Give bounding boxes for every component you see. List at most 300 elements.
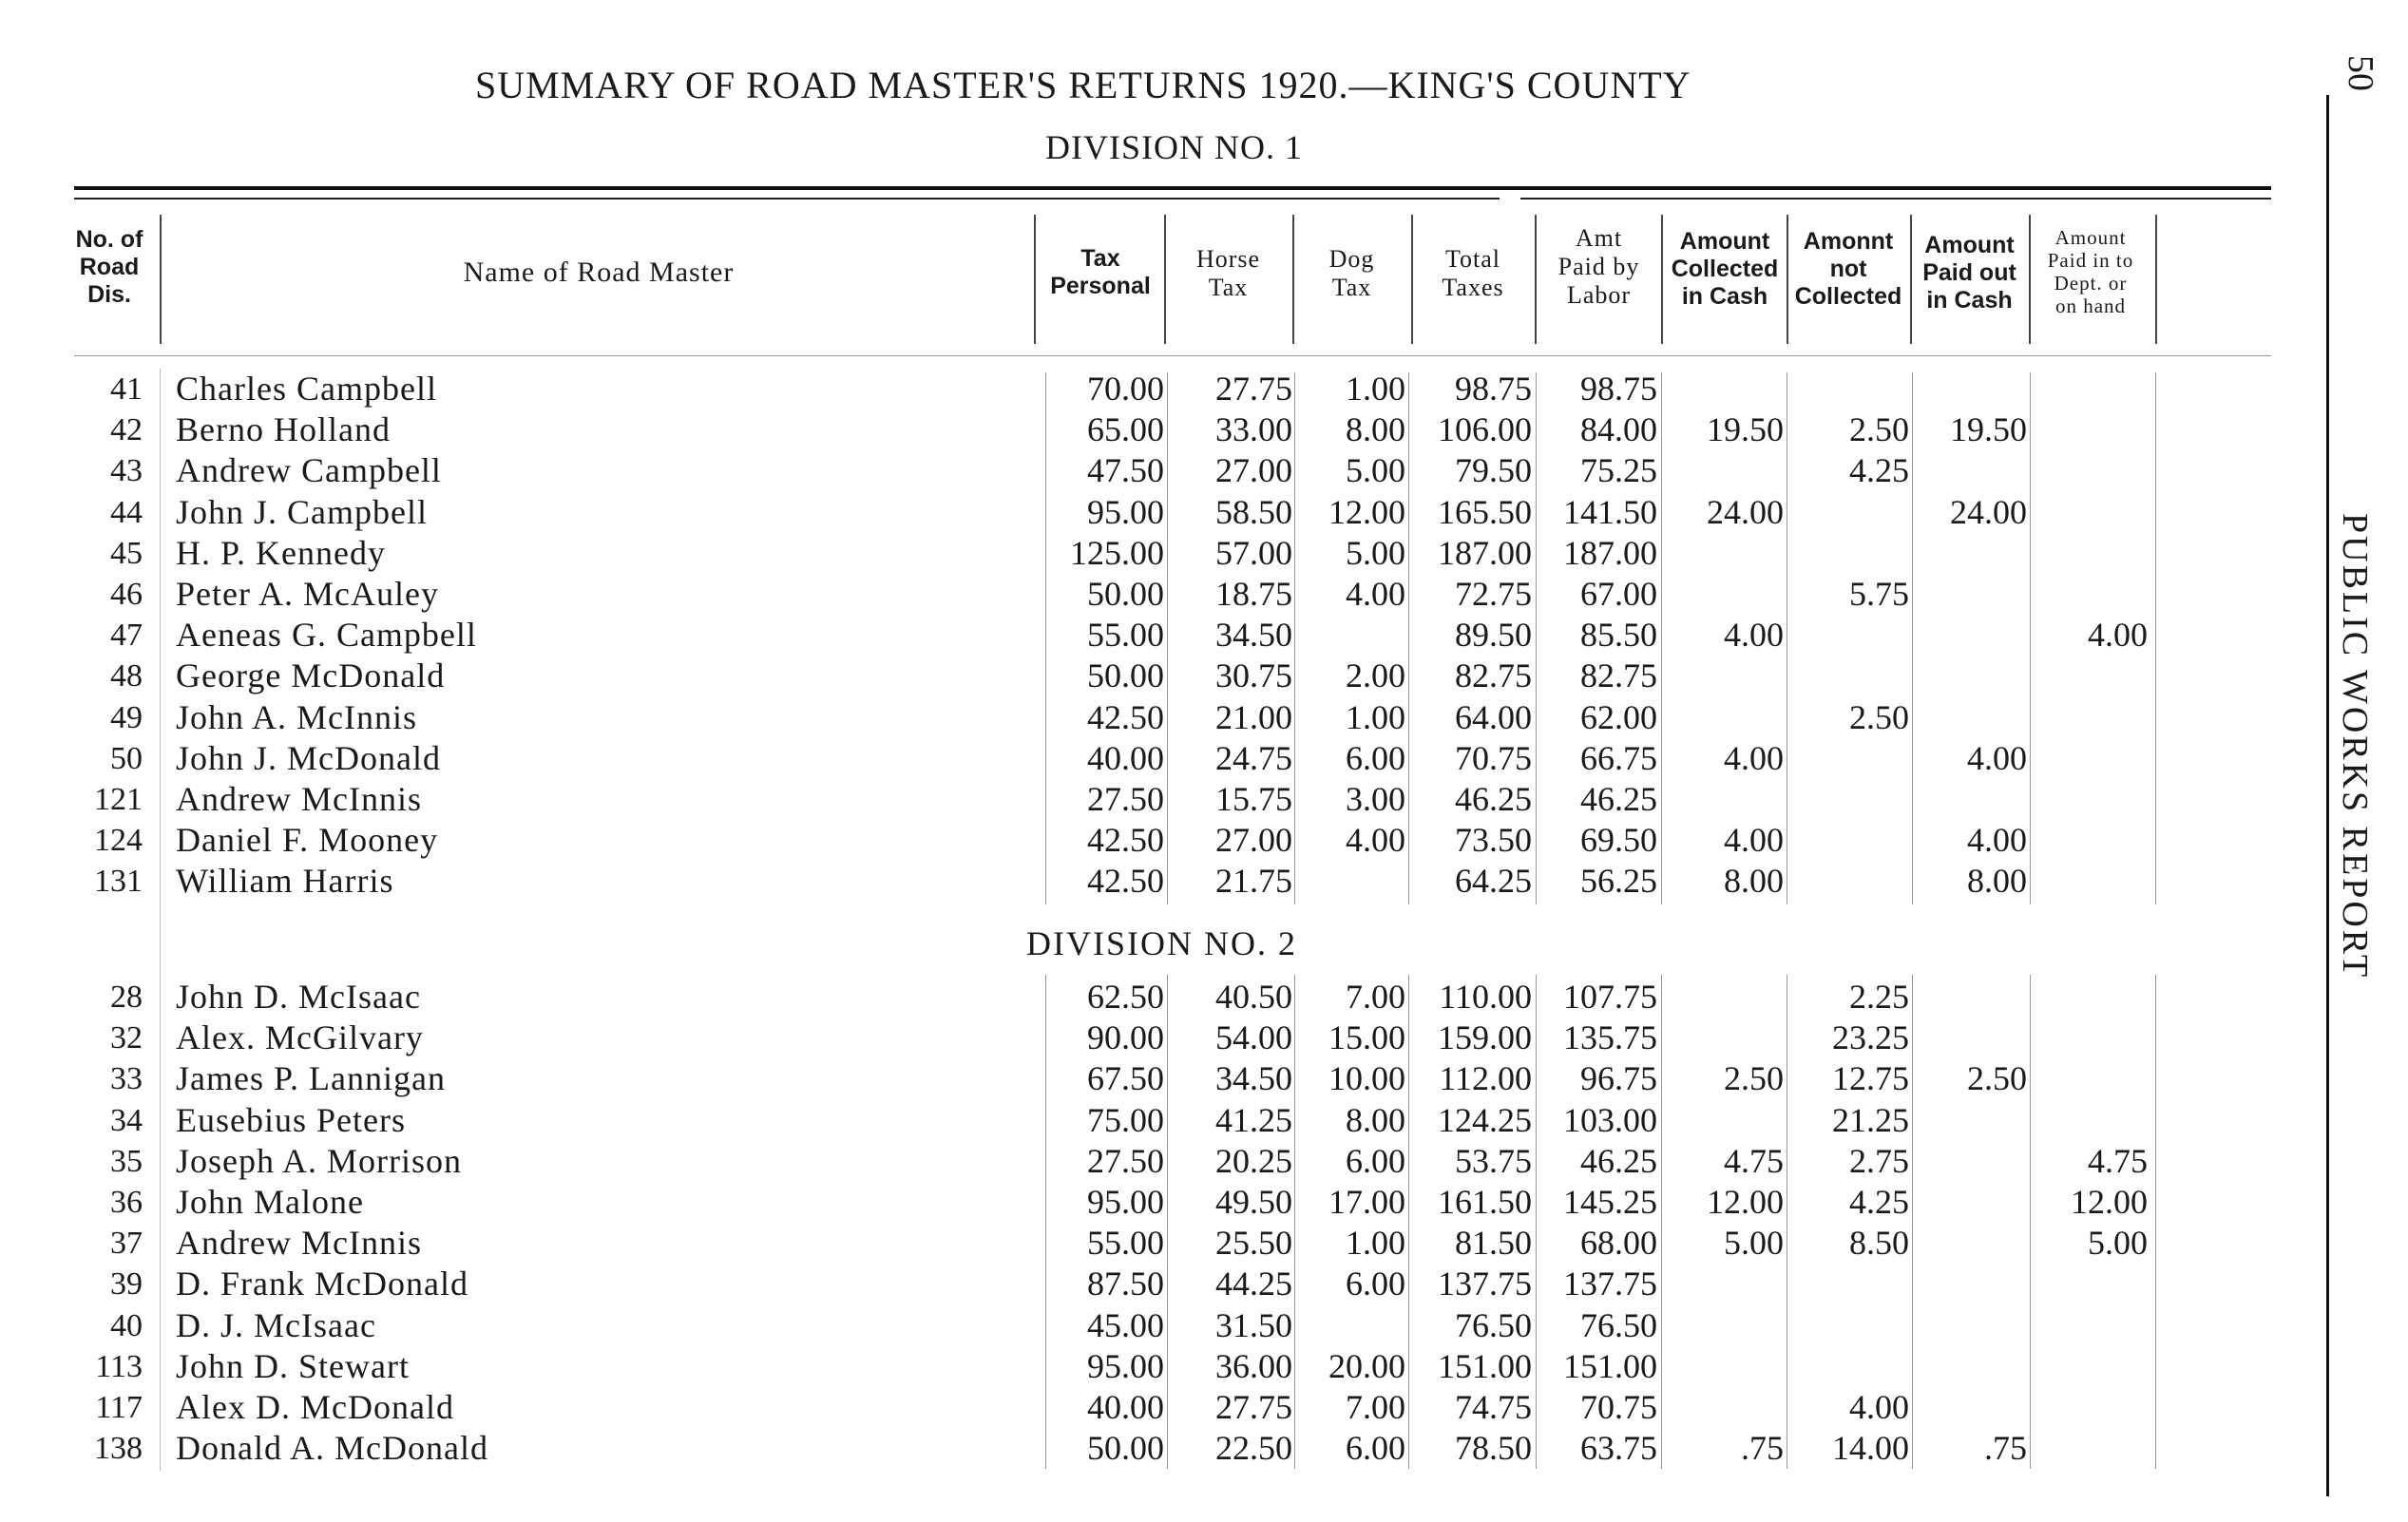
col-sep — [1535, 215, 1537, 344]
paid-by-labor-value: 85.50 — [1580, 616, 1657, 655]
road-master-name: Alex D. McDonald — [176, 1388, 454, 1426]
paid-by-labor-value: 141.50 — [1563, 492, 1657, 531]
road-district-number: 49 — [110, 699, 143, 735]
dog-tax-value: 5.00 — [1346, 451, 1405, 490]
paid-to-dept-value — [2034, 533, 2148, 574]
header-no: No. of Road Dis. — [75, 226, 143, 308]
paid-out-cash-value — [1915, 1387, 2027, 1428]
total-taxes-value: 124.25 — [1438, 1100, 1532, 1139]
collected-cash-value — [1665, 1018, 1784, 1058]
total-taxes-value: 187.00 — [1438, 533, 1532, 572]
table-row — [0, 738, 2408, 779]
not-collected-value — [1791, 779, 1909, 820]
dog-tax-value: 4.00 — [1346, 575, 1405, 613]
not-collected-value: 2.50 — [1849, 697, 1909, 736]
dog-tax-value: 20.00 — [1328, 1346, 1405, 1385]
dog-tax-value: 7.00 — [1346, 978, 1405, 1016]
paid-to-dept-value — [2034, 1428, 2148, 1469]
table-row — [0, 533, 2408, 574]
horse-tax-value: 27.00 — [1215, 821, 1292, 860]
road-master-name: Joseph A. Morrison — [176, 1141, 463, 1180]
not-collected-value — [1791, 369, 1909, 409]
collected-cash-value — [1665, 697, 1784, 738]
tax-personal-value: 40.00 — [1087, 1388, 1164, 1426]
road-district-number: 113 — [95, 1348, 143, 1384]
tax-personal-value: 95.00 — [1087, 492, 1164, 531]
table-row — [0, 1387, 2408, 1428]
dog-tax-value: 10.00 — [1328, 1059, 1405, 1098]
dog-tax-value: 1.00 — [1346, 697, 1405, 736]
paid-by-labor-value: 75.25 — [1580, 451, 1657, 490]
tax-personal-value: 27.50 — [1087, 1141, 1164, 1180]
paid-out-cash-value — [1915, 656, 2027, 696]
not-collected-value — [1791, 1305, 1909, 1346]
paid-by-labor-value: 187.00 — [1563, 533, 1657, 572]
paid-by-labor-value: 66.75 — [1580, 738, 1657, 777]
col-sep — [1034, 215, 1036, 344]
paid-to-dept-value — [2034, 1100, 2148, 1141]
paid-out-cash-value — [1915, 369, 2027, 409]
dog-tax-value: 15.00 — [1328, 1018, 1405, 1057]
division-2-title: DIVISION NO. 2 — [1026, 924, 1297, 962]
total-taxes-value: 110.00 — [1439, 978, 1532, 1016]
road-district-number: 35 — [110, 1143, 143, 1179]
total-taxes-value: 137.75 — [1438, 1265, 1532, 1303]
road-district-number: 42 — [110, 412, 143, 448]
total-taxes-value: 112.00 — [1439, 1059, 1532, 1098]
collected-cash-value — [1665, 1305, 1784, 1346]
table-row — [0, 409, 2408, 450]
total-taxes-value: 70.75 — [1455, 738, 1532, 777]
paid-out-cash-value — [1915, 1100, 2027, 1141]
paid-out-cash-value: 4.00 — [1967, 738, 2027, 777]
tax-personal-value: 47.50 — [1087, 451, 1164, 490]
paid-to-dept-value — [2034, 450, 2148, 491]
paid-by-labor-value: 63.75 — [1580, 1429, 1657, 1468]
horse-tax-value: 20.25 — [1215, 1141, 1292, 1180]
paid-by-labor-value: 46.25 — [1580, 1141, 1657, 1180]
horse-tax-value: 54.00 — [1215, 1018, 1292, 1057]
horse-tax-value: 40.50 — [1215, 978, 1292, 1016]
road-master-name: Eusebius Peters — [176, 1100, 406, 1139]
paid-out-cash-value — [1915, 450, 2027, 491]
dog-tax-value: 1.00 — [1346, 1224, 1405, 1263]
horse-tax-value: 25.50 — [1215, 1224, 1292, 1263]
table-row — [0, 450, 2408, 491]
collected-cash-value — [1665, 574, 1784, 615]
not-collected-value — [1791, 615, 1909, 656]
road-district-number: 44 — [110, 494, 143, 530]
road-district-number: 33 — [110, 1061, 143, 1097]
road-district-number: 46 — [110, 577, 143, 612]
horse-tax-value: 30.75 — [1215, 656, 1292, 695]
paid-to-dept-value: 4.75 — [2088, 1141, 2148, 1180]
total-taxes-value: 79.50 — [1455, 451, 1532, 490]
dog-tax-value: 2.00 — [1346, 656, 1405, 695]
road-district-number: 34 — [110, 1102, 143, 1138]
road-district-number: 138 — [94, 1431, 143, 1467]
header-bottom-rule — [74, 355, 2271, 356]
collected-cash-value: 4.75 — [1724, 1141, 1784, 1180]
tax-personal-value: 27.50 — [1087, 780, 1164, 818]
col-sep — [2029, 215, 2031, 344]
paid-by-labor-value: 70.75 — [1580, 1388, 1657, 1426]
not-collected-value — [1791, 1346, 1909, 1387]
dog-tax-value: 6.00 — [1346, 738, 1405, 777]
paid-to-dept-value — [2034, 779, 2148, 820]
not-collected-value: 5.75 — [1849, 575, 1909, 613]
paid-by-labor-value: 145.25 — [1563, 1183, 1657, 1221]
paid-by-labor-value: 84.00 — [1580, 410, 1657, 449]
paid-out-cash-value — [1915, 1018, 2027, 1058]
table-row — [0, 1346, 2408, 1387]
tax-personal-value: 67.50 — [1087, 1059, 1164, 1098]
paid-by-labor-value: 68.00 — [1580, 1224, 1657, 1263]
tax-personal-value: 42.50 — [1087, 697, 1164, 736]
collected-cash-value — [1665, 450, 1784, 491]
road-master-name: Andrew McInnis — [176, 1224, 422, 1263]
road-district-number: 47 — [110, 618, 143, 654]
road-master-name: Charles Campbell — [176, 370, 437, 408]
paid-out-cash-value: 4.00 — [1967, 821, 2027, 860]
col-sep — [1661, 215, 1663, 344]
road-district-number: 43 — [110, 453, 143, 489]
table-row — [0, 1058, 2408, 1099]
paid-by-labor-value: 76.50 — [1580, 1305, 1657, 1344]
road-master-name: D. Frank McDonald — [176, 1265, 468, 1303]
road-master-name: George McDonald — [176, 656, 446, 695]
paid-to-dept-value — [2034, 409, 2148, 450]
paid-by-labor-value: 82.75 — [1580, 656, 1657, 695]
road-district-number: 40 — [110, 1307, 143, 1343]
paid-to-dept-value: 5.00 — [2088, 1224, 2148, 1263]
paid-by-labor-value: 137.75 — [1563, 1265, 1657, 1303]
total-taxes-value: 64.25 — [1455, 862, 1532, 901]
tax-personal-value: 42.50 — [1087, 862, 1164, 901]
paid-by-labor-value: 98.75 — [1580, 370, 1657, 408]
not-collected-value — [1791, 1264, 1909, 1304]
table-row — [0, 1223, 2408, 1264]
collected-cash-value — [1665, 1346, 1784, 1387]
road-master-name: John D. McIsaac — [176, 978, 421, 1016]
horse-tax-value: 33.00 — [1215, 410, 1292, 449]
road-master-name: Aeneas G. Campbell — [176, 616, 477, 655]
road-district-number: 36 — [110, 1185, 143, 1220]
horse-tax-value: 22.50 — [1215, 1429, 1292, 1468]
col-sep — [1787, 215, 1788, 344]
dog-tax-value: 8.00 — [1346, 1100, 1405, 1139]
total-taxes-value: 76.50 — [1455, 1305, 1532, 1344]
paid-out-cash-value: 2.50 — [1967, 1059, 2027, 1098]
road-master-name: John J. Campbell — [176, 492, 428, 531]
table-row — [0, 977, 2408, 1018]
dog-tax-value: 4.00 — [1346, 821, 1405, 860]
paid-out-cash-value — [1915, 1182, 2027, 1223]
col-sep — [1910, 215, 1912, 344]
road-master-name: H. P. Kennedy — [176, 533, 386, 572]
paid-to-dept-value — [2034, 1346, 2148, 1387]
collected-cash-value — [1665, 656, 1784, 696]
road-district-number: 131 — [94, 864, 143, 900]
not-collected-value: 2.75 — [1849, 1141, 1909, 1180]
collected-cash-value — [1665, 1387, 1784, 1428]
dog-tax-value: 5.00 — [1346, 533, 1405, 572]
col-sep — [1292, 215, 1294, 344]
total-taxes-value: 53.75 — [1455, 1141, 1532, 1180]
not-collected-value: 14.00 — [1832, 1429, 1909, 1468]
horse-tax-value: 21.00 — [1215, 697, 1292, 736]
dog-tax-value: 6.00 — [1346, 1141, 1405, 1180]
paid-to-dept-value — [2034, 656, 2148, 696]
horse-tax-value: 58.50 — [1215, 492, 1292, 531]
road-district-number: 41 — [110, 371, 143, 407]
road-district-number: 28 — [110, 980, 143, 1015]
collected-cash-value: 4.00 — [1724, 821, 1784, 860]
not-collected-value — [1791, 738, 1909, 779]
paid-out-cash-value: 19.50 — [1950, 410, 2027, 449]
paid-out-cash-value — [1915, 977, 2027, 1018]
road-district-number: 39 — [110, 1266, 143, 1303]
collected-cash-value — [1665, 533, 1784, 574]
horse-tax-value: 24.75 — [1215, 738, 1292, 777]
paid-to-dept-value — [2034, 1264, 2148, 1304]
paid-out-cash-value: 24.00 — [1950, 492, 2027, 531]
total-taxes-value: 74.75 — [1455, 1388, 1532, 1426]
paid-to-dept-value: 12.00 — [2071, 1183, 2148, 1221]
horse-tax-value: 36.00 — [1215, 1346, 1292, 1385]
paid-out-cash-value — [1915, 574, 2027, 615]
total-taxes-value: 98.75 — [1455, 370, 1532, 408]
not-collected-value: 4.25 — [1849, 451, 1909, 490]
paid-by-labor-value: 103.00 — [1563, 1100, 1657, 1139]
horse-tax-value: 27.00 — [1215, 451, 1292, 490]
page-number: 50 — [2341, 55, 2380, 91]
road-master-name: Daniel F. Mooney — [176, 821, 439, 860]
paid-to-dept-value — [2034, 697, 2148, 738]
dog-tax-value: 6.00 — [1346, 1265, 1405, 1303]
total-taxes-value: 78.50 — [1455, 1429, 1532, 1468]
header-total-taxes: Total Taxes — [1442, 245, 1504, 301]
dog-tax-value: 17.00 — [1328, 1183, 1405, 1221]
paid-to-dept-value — [2034, 820, 2148, 861]
road-master-name: William Harris — [176, 862, 394, 901]
tax-personal-value: 95.00 — [1087, 1183, 1164, 1221]
road-master-name: D. J. McIsaac — [176, 1305, 376, 1344]
tax-personal-value: 50.00 — [1087, 656, 1164, 695]
table-row — [0, 574, 2408, 615]
horse-tax-value: 15.75 — [1215, 780, 1292, 818]
road-master-name: John Malone — [176, 1183, 364, 1221]
table-row — [0, 1264, 2408, 1304]
collected-cash-value — [1665, 369, 1784, 409]
road-master-name: Andrew McInnis — [176, 780, 422, 818]
not-collected-value: 2.25 — [1849, 978, 1909, 1016]
horse-tax-value: 49.50 — [1215, 1183, 1292, 1221]
table-row — [0, 1100, 2408, 1141]
table-row — [0, 1182, 2408, 1223]
paid-by-labor-value: 69.50 — [1580, 821, 1657, 860]
tax-personal-value: 42.50 — [1087, 821, 1164, 860]
table-row — [0, 1428, 2408, 1469]
not-collected-value: 12.75 — [1832, 1059, 1909, 1098]
total-taxes-value: 82.75 — [1455, 656, 1532, 695]
horse-tax-value: 44.25 — [1215, 1265, 1292, 1303]
tax-personal-value: 87.50 — [1087, 1265, 1164, 1303]
collected-cash-value: 2.50 — [1724, 1059, 1784, 1098]
header-collected-cash: Amount Collected in Cash — [1671, 228, 1779, 310]
col-sep — [2155, 215, 2157, 344]
paid-out-cash-value — [1915, 1264, 2027, 1304]
dog-tax-value: 6.00 — [1346, 1429, 1405, 1468]
header-name: Name of Road Master — [463, 257, 735, 288]
horse-tax-value: 27.75 — [1215, 1388, 1292, 1426]
total-taxes-value: 72.75 — [1455, 575, 1532, 613]
not-collected-value: 8.50 — [1849, 1224, 1909, 1263]
horse-tax-value: 34.50 — [1215, 616, 1292, 655]
total-taxes-value: 81.50 — [1455, 1224, 1532, 1263]
tax-personal-value: 50.00 — [1087, 575, 1164, 613]
table-row — [0, 697, 2408, 738]
paid-out-cash-value — [1915, 1346, 2027, 1387]
collected-cash-value — [1665, 1100, 1784, 1141]
top-rule-1 — [74, 186, 2271, 190]
not-collected-value — [1791, 492, 1909, 533]
table-row — [0, 820, 2408, 861]
collected-cash-value: 4.00 — [1724, 616, 1784, 655]
tax-personal-value: 65.00 — [1087, 410, 1164, 449]
header-tax-personal: Tax Personal — [1050, 245, 1151, 299]
horse-tax-value: 18.75 — [1215, 575, 1292, 613]
paid-out-cash-value: .75 — [1984, 1429, 2027, 1468]
paid-out-cash-value — [1915, 1223, 2027, 1264]
road-district-number: 37 — [110, 1226, 143, 1262]
not-collected-value: 23.25 — [1832, 1018, 1909, 1057]
paid-out-cash-value — [1915, 615, 2027, 656]
paid-out-cash-value — [1915, 1141, 2027, 1182]
total-taxes-value: 106.00 — [1438, 410, 1532, 449]
total-taxes-value: 46.25 — [1455, 780, 1532, 818]
tax-personal-value: 55.00 — [1087, 1224, 1164, 1263]
header-paid-out-cash: Amount Paid out in Cash — [1922, 232, 2016, 314]
collected-cash-value — [1665, 977, 1784, 1018]
paid-to-dept-value — [2034, 492, 2148, 533]
collected-cash-value: 24.00 — [1707, 492, 1784, 531]
collected-cash-value: 12.00 — [1707, 1183, 1784, 1221]
paid-to-dept-value — [2034, 1305, 2148, 1346]
paid-to-dept-value: 4.00 — [2088, 616, 2148, 655]
total-taxes-value: 161.50 — [1438, 1183, 1532, 1221]
header-paid-to-dept: Amount Paid in to Dept. or on hand — [2047, 226, 2134, 318]
dog-tax-value — [1299, 615, 1405, 656]
road-master-name: Donald A. McDonald — [176, 1429, 488, 1468]
header-paid-by-labor: Amt Paid by Labor — [1558, 224, 1640, 309]
running-head-side: PUBLIC WORKS REPORT — [2335, 513, 2375, 980]
road-district-number: 48 — [110, 658, 143, 694]
horse-tax-value: 31.50 — [1215, 1305, 1292, 1344]
table-row — [0, 615, 2408, 656]
not-collected-value — [1791, 533, 1909, 574]
tax-personal-value: 45.00 — [1087, 1305, 1164, 1344]
paid-out-cash-value: 8.00 — [1967, 862, 2027, 901]
header-not-collected: Amonnt not Collected — [1794, 228, 1902, 310]
road-master-name: Berno Holland — [176, 410, 391, 449]
dog-tax-value: 3.00 — [1346, 780, 1405, 818]
tax-personal-value: 50.00 — [1087, 1429, 1164, 1468]
dog-tax-value: 8.00 — [1346, 410, 1405, 449]
col-sep — [160, 215, 162, 344]
tax-personal-value: 125.00 — [1070, 533, 1164, 572]
total-taxes-value: 165.50 — [1438, 492, 1532, 531]
collected-cash-value — [1665, 779, 1784, 820]
road-district-number: 121 — [94, 782, 143, 817]
top-rule-2b — [1520, 198, 2271, 200]
table-row — [0, 369, 2408, 409]
paid-by-labor-value: 107.75 — [1563, 978, 1657, 1016]
road-district-number: 50 — [110, 740, 143, 776]
not-collected-value — [1791, 820, 1909, 861]
total-taxes-value: 73.50 — [1455, 821, 1532, 860]
collected-cash-value: 4.00 — [1724, 738, 1784, 777]
dog-tax-value: 12.00 — [1328, 492, 1405, 531]
table-row — [0, 779, 2408, 820]
paid-by-labor-value: 46.25 — [1580, 780, 1657, 818]
not-collected-value: 4.25 — [1849, 1183, 1909, 1221]
paid-to-dept-value — [2034, 1018, 2148, 1058]
tax-personal-value: 95.00 — [1087, 1346, 1164, 1385]
paid-to-dept-value — [2034, 574, 2148, 615]
road-district-number: 32 — [110, 1020, 143, 1056]
paid-to-dept-value — [2034, 861, 2148, 902]
paid-by-labor-value: 62.00 — [1580, 697, 1657, 736]
not-collected-value: 2.50 — [1849, 410, 1909, 449]
road-district-number: 124 — [94, 823, 143, 859]
horse-tax-value: 41.25 — [1215, 1100, 1292, 1139]
paid-to-dept-value — [2034, 1387, 2148, 1428]
total-taxes-value: 151.00 — [1438, 1346, 1532, 1385]
not-collected-value: 4.00 — [1849, 1388, 1909, 1426]
horse-tax-value: 34.50 — [1215, 1059, 1292, 1098]
road-master-name: James P. Lannigan — [176, 1059, 446, 1098]
paid-by-labor-value: 56.25 — [1580, 862, 1657, 901]
col-sep — [1411, 215, 1413, 344]
collected-cash-value — [1665, 1264, 1784, 1304]
page-title: SUMMARY OF ROAD MASTER'S RETURNS 1920.—KING'S COUNTY — [475, 64, 1691, 106]
road-master-name: Alex. McGilvary — [176, 1018, 424, 1057]
table-row — [0, 492, 2408, 533]
collected-cash-value: 8.00 — [1724, 862, 1784, 901]
paid-out-cash-value — [1915, 533, 2027, 574]
collected-cash-value: .75 — [1741, 1429, 1784, 1468]
tax-personal-value: 90.00 — [1087, 1018, 1164, 1057]
not-collected-value — [1791, 861, 1909, 902]
not-collected-value — [1791, 656, 1909, 696]
header-horse-tax: Horse Tax — [1195, 245, 1261, 301]
road-master-name: John A. McInnis — [176, 697, 418, 736]
table-row — [0, 1018, 2408, 1058]
tax-personal-value: 70.00 — [1087, 370, 1164, 408]
road-master-name: John D. Stewart — [176, 1346, 410, 1385]
horse-tax-value: 21.75 — [1215, 862, 1292, 901]
paid-out-cash-value — [1915, 697, 2027, 738]
division-1-title: DIVISION NO. 1 — [1045, 128, 1303, 166]
table-row — [0, 656, 2408, 696]
tax-personal-value: 62.50 — [1087, 978, 1164, 1016]
horse-tax-value: 27.75 — [1215, 370, 1292, 408]
road-district-number: 45 — [110, 535, 143, 571]
road-master-name: Andrew Campbell — [176, 451, 442, 490]
paid-to-dept-value — [2034, 977, 2148, 1018]
dog-tax-value — [1299, 861, 1405, 902]
